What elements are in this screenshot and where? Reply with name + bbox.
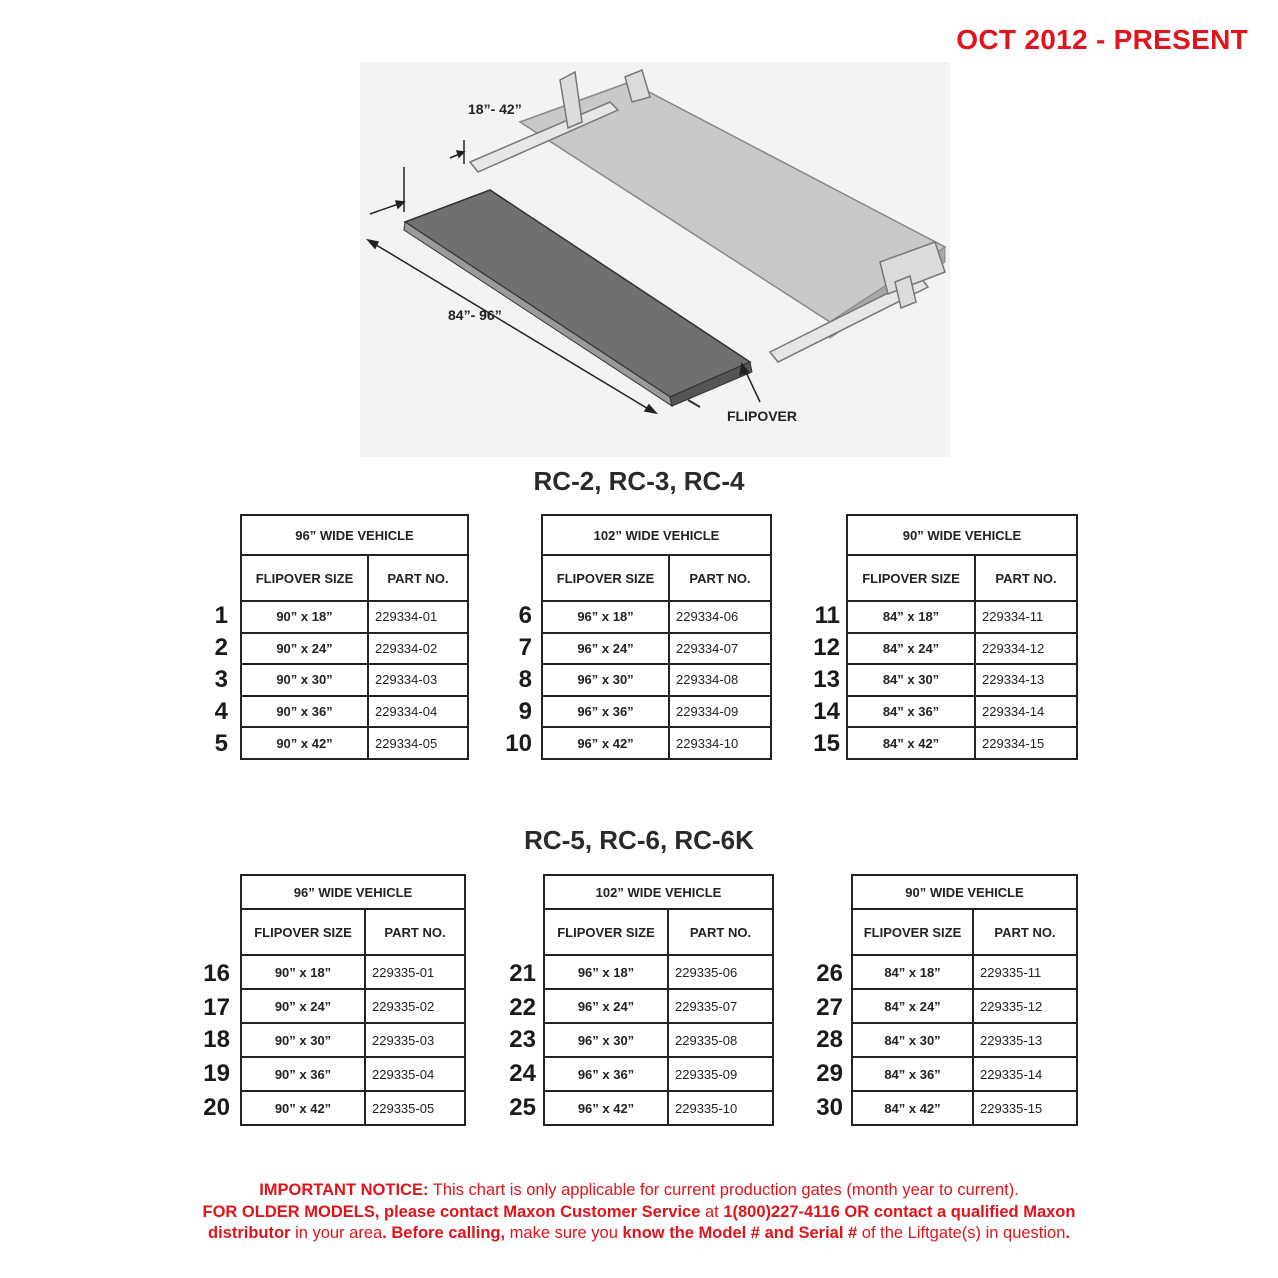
table-row [852,955,1077,989]
flipover-illustration [360,62,950,457]
part-number: 229335-02 [365,989,465,1023]
flipover-size: 90” x 24” [241,633,368,665]
part-number: 229334-08 [669,664,771,696]
flipover-size: 90” x 36” [241,696,368,728]
date-range-header: OCT 2012 - PRESENT [956,24,1248,55]
table-row [241,664,468,696]
col-part-no: PART NO. [365,909,465,955]
row-index: 10 [505,730,532,757]
flipover-size: 84” x 42” [852,1091,973,1125]
part-number: 229335-09 [668,1057,773,1091]
table-row [542,633,771,665]
row-index: 16 [203,960,230,987]
vehicle-header: 90” WIDE VEHICLE [852,875,1077,909]
col-part-no: PART NO. [669,555,771,601]
flipover-size: 84” x 24” [847,633,975,665]
flipover-size: 96” x 18” [544,955,668,989]
vehicle-header: 90” WIDE VEHICLE [847,515,1077,555]
part-number: 229335-11 [973,955,1077,989]
row-index: 27 [816,994,843,1021]
parts-table-96 [240,514,469,760]
flipover-size: 90” x 18” [241,601,368,633]
flipover-size: 96” x 18” [542,601,669,633]
part-number: 229334-02 [368,633,468,665]
col-part-no: PART NO. [368,555,468,601]
part-number: 229334-05 [368,727,468,759]
col-flipover-size: FLIPOVER SIZE [852,909,973,955]
part-number: 229334-15 [975,727,1077,759]
table-row [544,955,773,989]
row-index: 5 [214,730,228,757]
part-number: 229335-10 [668,1091,773,1125]
part-number: 229334-09 [669,696,771,728]
notice-text: at [700,1202,724,1221]
row-index: 25 [509,1094,536,1121]
part-number: 229334-03 [368,664,468,696]
row-index: 6 [518,602,532,629]
notice-text: in your area [290,1224,383,1242]
parts-table-102 [541,514,772,760]
vehicle-header: 102” WIDE VEHICLE [544,875,773,909]
part-number: 229335-01 [365,955,465,989]
part-number: 229335-06 [668,955,773,989]
dim-length-label: 84”- 96” [448,307,502,323]
part-number: 229334-04 [368,696,468,728]
notice-line-3 [0,1223,1278,1245]
flipover-size: 90” x 36” [241,1057,365,1091]
table-row [847,601,1077,633]
row-index: 14 [813,698,840,725]
flipover-size: 84” x 30” [847,664,975,696]
part-number: 229335-13 [973,1023,1077,1057]
table-row [847,633,1077,665]
table-row [544,1023,773,1057]
flipover-size: 96” x 42” [542,727,669,759]
table-row [544,989,773,1023]
table-row [847,664,1077,696]
row-index: 8 [518,666,532,693]
notice-text: make sure you [505,1224,623,1242]
table-row [544,1091,773,1125]
col-flipover-size: FLIPOVER SIZE [241,555,368,601]
part-number: 229335-08 [668,1023,773,1057]
notice-heading: IMPORTANT NOTICE: [259,1181,429,1199]
flipover-size: 90” x 18” [241,955,365,989]
col-flipover-size: FLIPOVER SIZE [544,909,668,955]
table-row [542,664,771,696]
table-row [542,601,771,633]
row-index: 13 [813,666,840,693]
important-notice [0,1180,1278,1245]
flipover-size: 90” x 24” [241,989,365,1023]
col-part-no: PART NO. [668,909,773,955]
part-number: 229335-07 [668,989,773,1023]
row-index: 15 [813,730,840,757]
row-index: 30 [816,1094,843,1121]
table-row [241,696,468,728]
flipover-size: 84” x 30” [852,1023,973,1057]
table-row [847,696,1077,728]
row-index: 23 [509,1026,536,1053]
flipover-size: 84” x 24” [852,989,973,1023]
flipover-size: 84” x 18” [852,955,973,989]
flipover-size: 84” x 18” [847,601,975,633]
col-flipover-size: FLIPOVER SIZE [847,555,975,601]
row-index: 7 [518,634,532,661]
row-index: 12 [813,634,840,661]
row-index: 11 [814,602,840,629]
row-index: 19 [203,1060,230,1087]
row-index: 1 [214,602,228,629]
row-index: 17 [203,994,230,1021]
parts-table-102 [543,874,774,1126]
row-index: 2 [214,634,228,661]
section-title-rc2-rc4: RC-2, RC-3, RC-4 [533,466,745,496]
part-number: 229334-01 [368,601,468,633]
table-row [544,1057,773,1091]
parts-table-90 [846,514,1078,760]
parts-table-96 [240,874,466,1126]
table-row [852,1091,1077,1125]
part-number: 229334-10 [669,727,771,759]
row-index: 24 [509,1060,536,1087]
flipover-size: 96” x 36” [542,696,669,728]
row-index: 21 [509,960,536,987]
table-row [542,727,771,759]
flipover-size: 96” x 42” [544,1091,668,1125]
part-number: 229334-14 [975,696,1077,728]
notice-text: know the Model # and Serial # [622,1224,858,1242]
section-title-rc5-rc6k: RC-5, RC-6, RC-6K [524,825,754,855]
col-part-no: PART NO. [975,555,1077,601]
row-index: 9 [518,698,532,725]
part-number: 229334-06 [669,601,771,633]
part-number: 229335-05 [365,1091,465,1125]
row-index: 3 [214,666,228,693]
notice-text: . Before calling, [382,1224,506,1242]
table-row [241,633,468,665]
flipover-size: 96” x 30” [542,664,669,696]
part-number: 229335-04 [365,1057,465,1091]
notice-text: of the Liftgate(s) in question [857,1224,1066,1242]
notice-text: . [1065,1224,1071,1242]
table-row [852,989,1077,1023]
table-row [241,955,465,989]
flipover-size: 84” x 36” [852,1057,973,1091]
table-row [241,1057,465,1091]
flipover-size: 84” x 42” [847,727,975,759]
table-row [852,1057,1077,1091]
part-number: 229334-07 [669,633,771,665]
col-part-no: PART NO. [973,909,1077,955]
row-index: 22 [509,994,536,1021]
table-row [241,1091,465,1125]
flipover-size: 96” x 30” [544,1023,668,1057]
table-row [241,727,468,759]
row-index: 29 [816,1060,843,1087]
flipover-size: 90” x 42” [241,1091,365,1125]
row-index: 26 [816,960,843,987]
table-row [542,696,771,728]
flipover-size: 90” x 30” [241,1023,365,1057]
table-row [241,601,468,633]
row-index: 18 [203,1026,230,1053]
part-number: 229335-14 [973,1057,1077,1091]
flipover-size: 84” x 36” [847,696,975,728]
part-number: 229334-12 [975,633,1077,665]
flipover-size: 96” x 24” [542,633,669,665]
table-row [847,727,1077,759]
col-flipover-size: FLIPOVER SIZE [542,555,669,601]
vehicle-header: 96” WIDE VEHICLE [241,515,468,555]
notice-text: This chart is only applicable for current production gates (month year to current). [428,1181,1019,1199]
vehicle-header: 96” WIDE VEHICLE [241,875,465,909]
parts-table-90 [851,874,1078,1126]
col-flipover-size: FLIPOVER SIZE [241,909,365,955]
flipover-size: 96” x 36” [544,1057,668,1091]
row-index: 20 [203,1094,230,1121]
part-number: 229335-12 [973,989,1077,1023]
part-number: 229335-15 [973,1091,1077,1125]
part-number: 229334-13 [975,664,1077,696]
row-index: 28 [816,1026,843,1053]
table-row [852,1023,1077,1057]
flipover-size: 90” x 30” [241,664,368,696]
part-number: 229335-03 [365,1023,465,1057]
notice-phone: 1(800)227-4116 OR contact a qualified Maxon [723,1202,1076,1221]
flipover-label: FLIPOVER [727,408,798,424]
notice-line-1 [0,1180,1278,1202]
vehicle-header: 102” WIDE VEHICLE [542,515,771,555]
flipover-size: 96” x 24” [544,989,668,1023]
table-row [241,989,465,1023]
notice-text: distributor [207,1224,291,1242]
notice-text: FOR OLDER MODELS, please contact Maxon Customer Service [202,1202,701,1221]
notice-line-2 [0,1202,1278,1224]
row-index: 4 [214,698,228,725]
dim-width-label: 18”- 42” [468,101,522,117]
part-number: 229334-11 [975,601,1077,633]
table-row [241,1023,465,1057]
flipover-size: 90” x 42” [241,727,368,759]
